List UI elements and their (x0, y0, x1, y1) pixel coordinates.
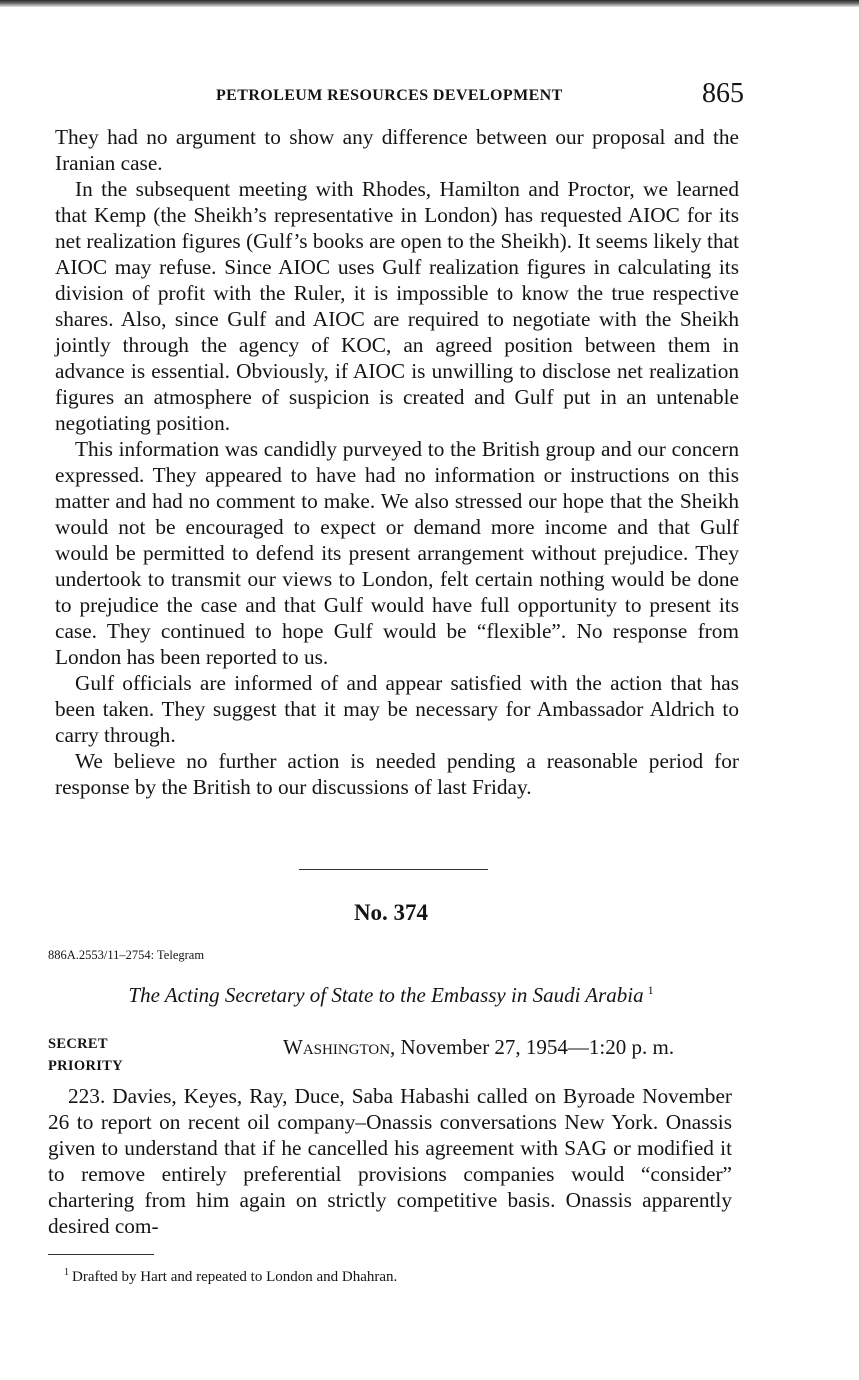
telegram-paragraph: 223. Davies, Keyes, Ray, Duce, Saba Habashi called on Byroade November 26 to report on recent oil company–Onassis conversations New York. Onassis given to understand that if he cancelled his agreement with SAG or modified it to remove entirely preferential provisions companies would “consider” chartering from him again on strictly competitive basis. Onassis apparently desired com- (48, 1084, 732, 1238)
section-divider (299, 869, 488, 870)
precedence-label: PRIORITY (48, 1058, 123, 1074)
footnote-divider (48, 1254, 154, 1255)
page-top-edge (0, 0, 861, 7)
dateline-date: , November 27, 1954—1:20 p. m. (390, 1035, 675, 1059)
body-paragraph: We believe no further action is needed pending a reasonable period for response by the British to our discussions of last Friday. (55, 749, 739, 799)
footnote (64, 1267, 397, 1286)
document-number: No. 374 (353, 900, 429, 925)
dateline-place: Washington (283, 1035, 391, 1059)
document-title (0, 983, 782, 1008)
running-head: PETROLEUM RESOURCES DEVELOPMENT (216, 87, 563, 104)
previous-document-body (55, 124, 739, 800)
source-reference: 886A.2553/11–2754: Telegram (48, 948, 205, 962)
dateline (283, 1035, 674, 1060)
footnote-reference: 1 (647, 983, 654, 997)
footnote-marker: 1 (64, 1267, 69, 1278)
footnote-text: Drafted by Hart and repeated to London and Dhahran. (72, 1269, 398, 1285)
telegram-body (48, 1083, 732, 1239)
document-title-text: The Acting Secretary of State to the Embassy in Saudi Arabia (128, 983, 644, 1007)
classification-label: SECRET (48, 1036, 108, 1052)
body-paragraph: They had no argument to show any difference between our proposal and the Iranian case. (55, 125, 739, 175)
body-paragraph: This information was candidly purveyed to the British group and our concern expressed. They appeared to have had no information or instructions on this matter and had no comment to make. We also stressed our hope that the Sheikh would not be encouraged to expect or demand more income and that Gulf would be permitted to defend its present arrangement without prejudice. They undertook to transmit our views to London, felt certain nothing would be done to prejudice the case and that Gulf would have full opportunity to present its case. They continued to hope Gulf would be “flexible”. No response from London has been reported to us. (55, 437, 739, 669)
body-paragraph: Gulf officials are informed of and appear satisfied with the action that has been taken. They suggest that it may be necessary for Ambassador Aldrich to carry through. (55, 671, 739, 747)
body-paragraph: In the subsequent meeting with Rhodes, Hamilton and Proctor, we learned that Kemp (the Sheikh’s representative in London) has requested AIOC for its net realization figures (Gulf’s books are open to the Sheikh). It seems likely that AIOC may refuse. Since AIOC uses Gulf realization figures in calculating its division of profit with the Ruler, it is impossible to know the true respective shares. Also, since Gulf and AIOC are required to negotiate with the Sheikh jointly through the agency of KOC, an agreed position between them in advance is essential. Obviously, if AIOC is unwilling to disclose net realization figures an atmosphere of suspicion is created and Gulf put in an untenable negotiating position. (55, 177, 739, 435)
page-number: 865 (702, 78, 744, 109)
